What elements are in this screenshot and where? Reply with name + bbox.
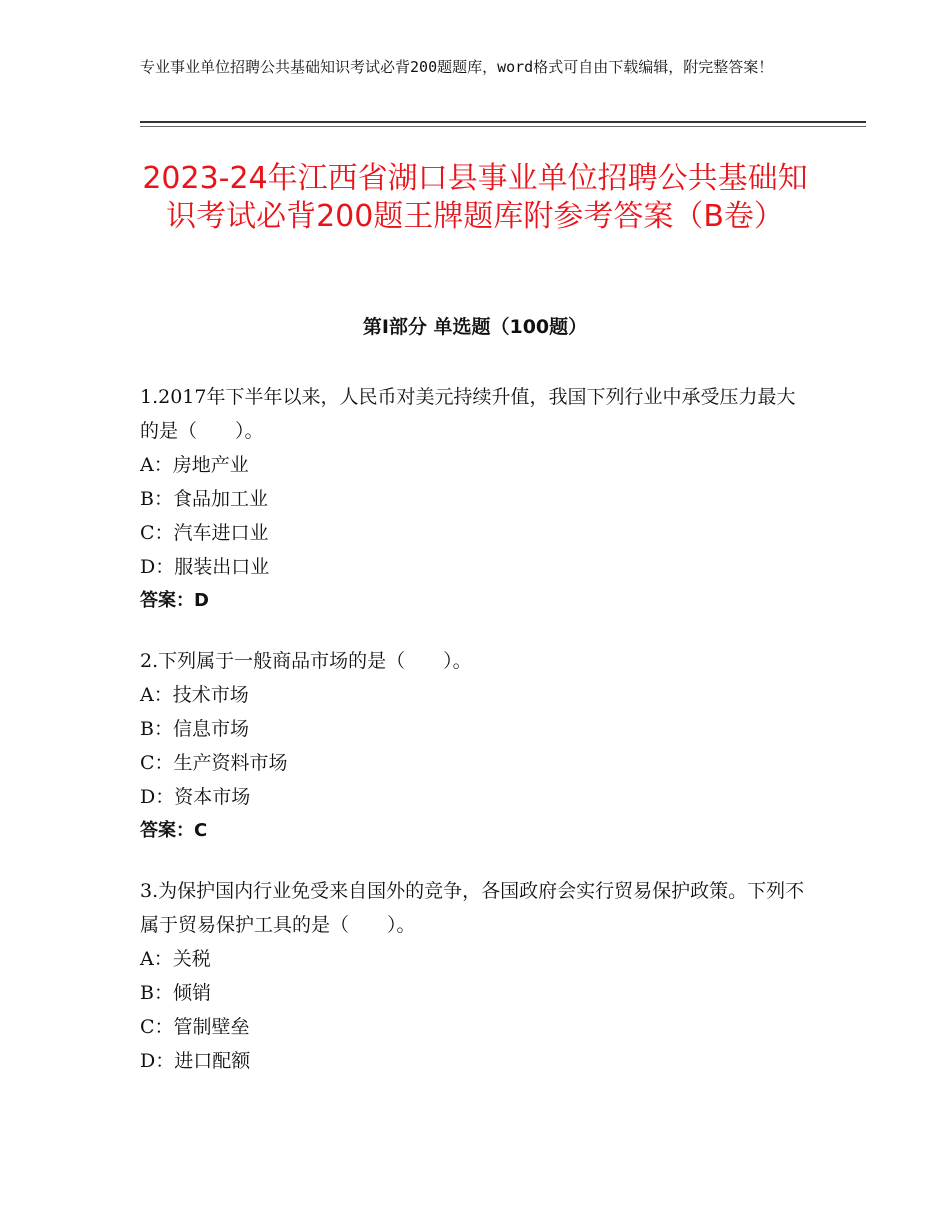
answer-line: 答案：D — [140, 590, 209, 611]
document-title: 2023-24年江西省湖口县事业单位招聘公共基础知识考试必背200题王牌题库附参考答案（B卷） — [142, 161, 808, 234]
question-stem: 2.下列属于一般商品市场的是（ ）。 — [140, 650, 472, 672]
header-divider-thin — [140, 126, 866, 127]
option-a: A：技术市场 — [140, 684, 249, 706]
section-title: 第Ⅰ部分 单选题（100题） — [362, 316, 588, 338]
question-1 — [140, 380, 810, 618]
header-divider-thick — [140, 121, 866, 123]
question-list — [140, 380, 810, 1104]
option-d: D：服装出口业 — [140, 556, 270, 578]
option-c: C：生产资料市场 — [140, 752, 288, 774]
question-3 — [140, 874, 810, 1078]
option-a: A：房地产业 — [140, 454, 249, 476]
option-d: D：资本市场 — [140, 786, 251, 808]
option-b: B：信息市场 — [140, 718, 249, 740]
option-d: D：进口配额 — [140, 1050, 251, 1072]
option-b: B：倾销 — [140, 982, 211, 1004]
question-2 — [140, 644, 810, 848]
question-stem: 3.为保护国内行业免受来自国外的竞争，各国政府会实行贸易保护政策。下列不属于贸易保护工具的是（ ）。 — [140, 880, 805, 936]
answer-line: 答案：C — [140, 820, 208, 841]
option-c: C：管制壁垒 — [140, 1016, 250, 1038]
option-a: A：关税 — [140, 948, 211, 970]
header-note: 专业事业单位招聘公共基础知识考试必背200题题库，word格式可自由下载编辑，附完整答案！ — [140, 58, 774, 76]
question-stem: 1.2017年下半年以来，人民币对美元持续升值，我国下列行业中承受压力最大的是（ ）。 — [140, 386, 796, 442]
option-c: C：汽车进口业 — [140, 522, 269, 544]
option-b: B：食品加工业 — [140, 488, 268, 510]
